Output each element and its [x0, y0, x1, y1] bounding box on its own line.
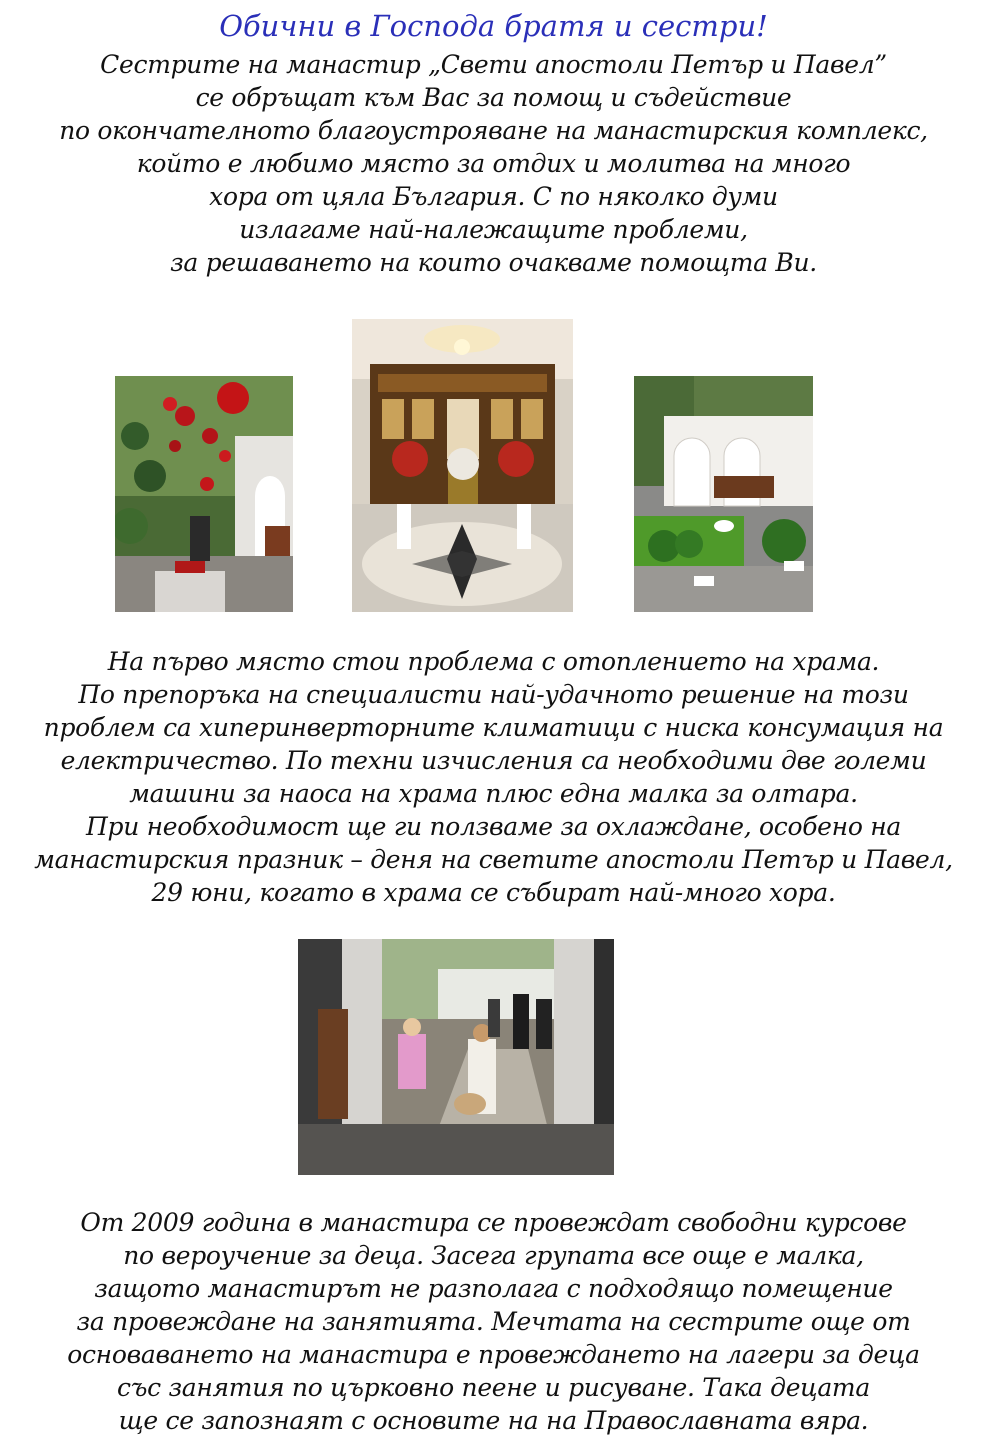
- courses-line: От 2009 година в манастира се провеждат свободни курсове: [80, 1208, 907, 1237]
- courses-line: защото манастирът не разполага с подходящо помещение: [94, 1274, 893, 1303]
- garden-photo: [115, 376, 293, 612]
- courses-paragraph: [0, 1206, 987, 1437]
- entrance-photo: [298, 939, 614, 1175]
- heating-line: електричество. По техни изчисления са необходими две големи: [60, 746, 927, 775]
- intro-line: се обръщат към Вас за помощ и съдействие: [195, 83, 792, 112]
- heating-line: По препоръка на специалисти най-удачното решение на този: [78, 680, 909, 709]
- courses-line: основаването на манастира е провеждането на лагери за деца: [67, 1340, 920, 1369]
- courses-line: по вероучение за деца. Засега групата все още е малка,: [123, 1241, 864, 1270]
- courses-line: със занятия по църковно пеене и рисуване. Така децата: [117, 1373, 870, 1402]
- heating-line: проблем са хиперинверторните климатици с ниска консумация на: [43, 713, 944, 742]
- church-interior-photo: [352, 319, 573, 612]
- intro-line: Сестрите на манастир „Свети апостоли Петър и Павел”: [100, 50, 887, 79]
- page-title: Обични в Господа братя и сестри!: [219, 9, 768, 43]
- heating-line: При необходимост ще ги ползваме за охлаждане, особено на: [85, 812, 901, 841]
- heating-line: машини за наоса на храма плюс една малка за олтара.: [129, 779, 858, 808]
- intro-line: който е любимо място за отдих и молитва на много: [136, 149, 851, 178]
- intro-line: хора от цяла България. С по няколко думи: [209, 182, 778, 211]
- courses-line: за провеждане на занятията. Мечтата на сестрите още от: [76, 1307, 911, 1336]
- intro-line: за решаването на които очакваме помощта Ви.: [170, 248, 817, 277]
- intro-line: по окончателното благоустрояване на манастирския комплекс,: [59, 116, 928, 145]
- intro-paragraph: [0, 48, 987, 279]
- heating-line: манастирския празник – деня на светите апостоли Петър и Павел,: [34, 845, 953, 874]
- heating-line: 29 юни, когато в храма се събират най-много хора.: [151, 878, 836, 907]
- heating-paragraph: [0, 645, 987, 909]
- intro-line: излагаме най-належащите проблеми,: [239, 215, 748, 244]
- courtyard-photo: [634, 376, 813, 612]
- courses-line: ще се запознаят с основите на на Православната вяра.: [118, 1406, 869, 1435]
- heating-line: На първо място стои проблема с отоплението на храма.: [107, 647, 880, 676]
